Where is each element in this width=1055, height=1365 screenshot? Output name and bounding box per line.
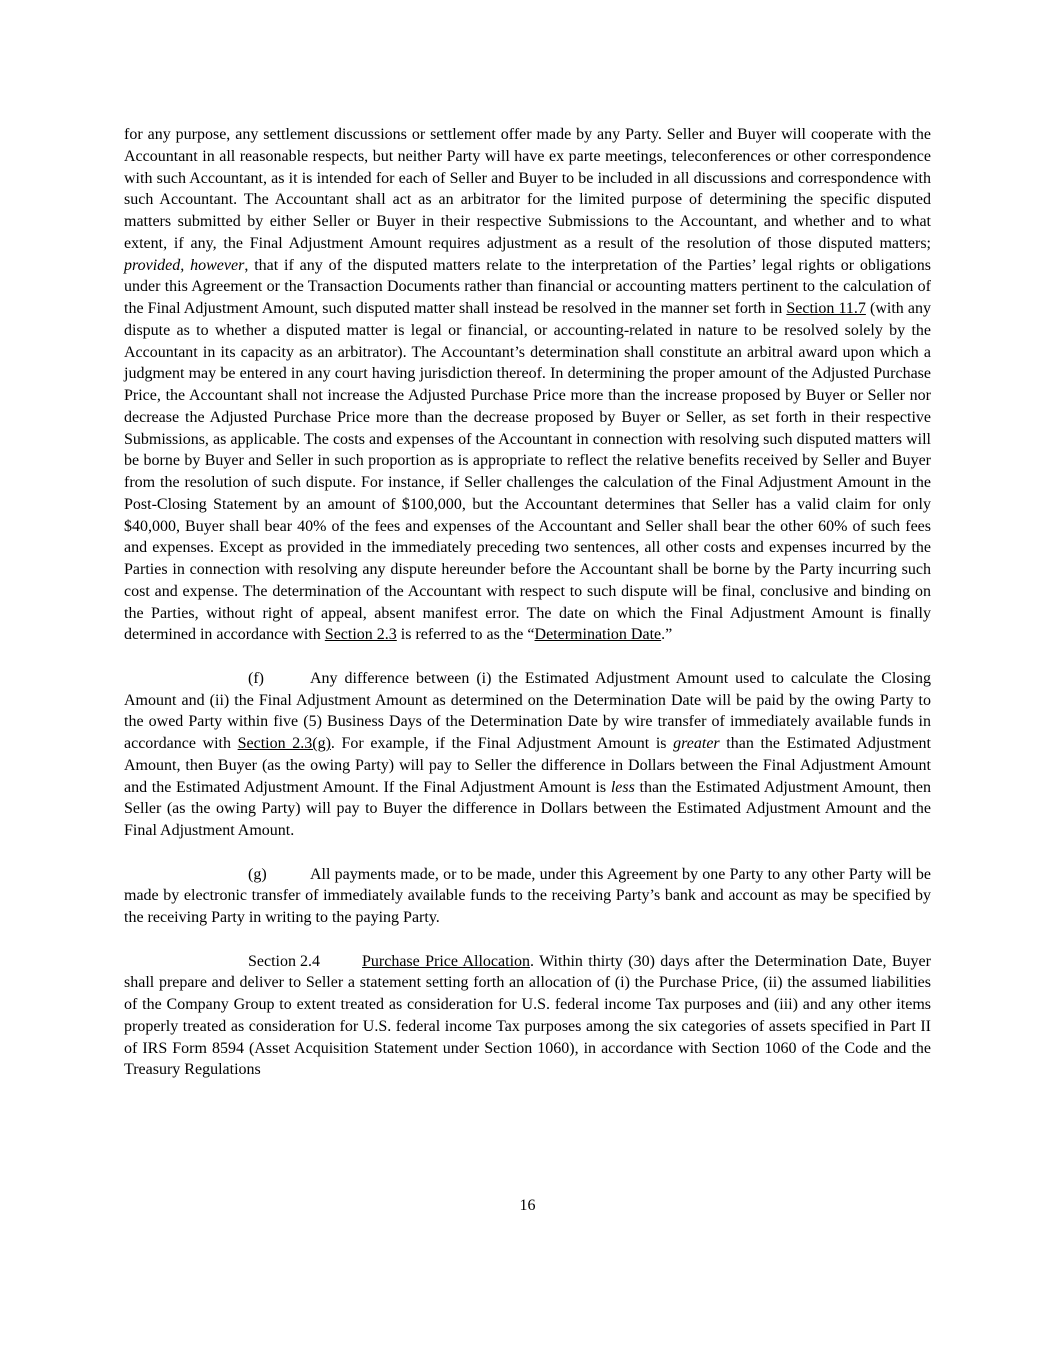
text-run: is referred to as the “: [396, 626, 535, 644]
text-run: , that if any of the disputed matters relate to the interpretation of the Parties’ legal rights or obligations under this Agreement or the Transaction Documents rather than financial or accounting matters pertinent to the calculation of the Final Adjustment Amount, such disputed matter shall instead be resolved in the manner set forth in: [124, 256, 932, 317]
text-run: than the Estimated Adjustment Amount, then Seller (as the owing Party) will pay to Buyer the difference in Dollars between the Estimated Adjustment Amount and the Final Adjustment Amount.: [124, 778, 931, 839]
paragraph-e-continuation: [124, 124, 931, 646]
italic-provided-however: provided, however: [124, 256, 245, 274]
text-run: All payments made, or to be made, under this Agreement by one Party to any other Party will be made by electronic transfer of immediately available funds to the receiving Party’s bank and account as may be specified by the receiving Party in writing to the paying Party.: [124, 865, 931, 926]
section-reference-11-7: Section 11.7: [786, 300, 866, 317]
text-run: (with any dispute as to whether a disputed matter is legal or financial, or accounting-related in nature to be resolved solely by the Accountant in its capacity as an arbitrator). The Accountant’s determination shall constitute an arbitral award upon which a judgment may be entered in any court having jurisdiction thereof. In determining the proper amount of the Adjusted Purchase Price, the Accountant shall not increase the Adjusted Purchase Price more than the increase proposed by Buyer or Seller nor decrease the Adjusted Purchase Price more than the decrease proposed by Buyer or Seller, as set forth in their respective Submissions, as applicable. The costs and expenses of the Accountant in connection with resolving such disputed matters will be borne by Buyer and Seller in such proportion as is appropriate to reflect the relative benefits received by Seller and Buyer from the resolution of such dispute. For instance, if Seller challenges the calculation of the Final Adjustment Amount in the Post-Closing Statement by an amount of $100,000, but the Accountant determines that Seller has a valid claim for only $40,000, Buyer shall bear 40% of the fees and expenses of the Accountant and Seller shall bear the other 60% of such fees and expenses. Except as provided in the immediately preceding two sentences, all other costs and expenses incurred by the Parties in connection with resolving any dispute hereunder before the Accountant shall be borne by the Party incurring such cost and expense. The determination of the Accountant with respect to such dispute will be final, conclusive and binding on the Parties, without right of appeal, absent manifest error. The date on which the Final Adjustment Amount is finally determined in accordance with: [124, 300, 932, 644]
text-run: for any purpose, any settlement discussions or settlement offer made by any Party. Seller and Buyer will cooperate with the Accountant in all reasonable respects, but neither Party will have ex parte meetings, teleconferences or other correspondence with such Accountant, as it is intended for each of Seller and Buyer to be included in all discussions and correspondence with such Accountant. The Accountant shall act as an arbitrator for the limited purpose of determining the specific disputed matters submitted by either Seller or Buyer in their respective Submissions to the Accountant, and whether and to what extent, if any, the Final Adjustment Amount requires adjustment as a result of the resolution of those disputed matters;: [124, 126, 931, 252]
paragraph-f: [124, 668, 931, 842]
text-run: .”: [661, 626, 673, 644]
section-number: Section 2.4: [248, 952, 320, 970]
text-run: than the Estimated Adjustment Amount, then Buyer (as the owing Party) will pay to Seller the difference in Dollars between the Final Adjustment Amount and the Estimated Adjustment Amount. If the Final Adjustment Amount is: [124, 735, 931, 796]
text-run: . Within thirty (30) days after the Determination Date, Buyer shall prepare and deliver to Seller a statement setting forth an allocation of (i) the Purchase Price, (ii) the assumed liabilities of the Company Group to extent treated as consideration for U.S. federal income Tax purposes and (iii) and any other items properly treated as consideration for U.S. federal income Tax purposes among the six categories of assets specified in Part II of IRS Form 8594 (Asset Acquisition Statement under Section 1060), in accordance with Section 1060 of the Code and the Treasury Regulations: [124, 952, 931, 1079]
section-reference-2-3: Section 2.3: [324, 626, 397, 644]
text-run: Any difference between (i) the Estimated Adjustment Amount used to calculate the Closing Amount and (ii) the Final Adjustment Amount as determined on the Determination Date will be paid by the owing Party to the owed Party within five (5) Business Days of the Determination Date by wire transfer of immediately available funds in accordance with: [124, 669, 931, 752]
defined-term-determination-date: Determination Date: [534, 626, 662, 644]
section-2-4: [124, 951, 931, 1082]
italic-less: less: [610, 778, 635, 796]
page-number: 16: [519, 1197, 536, 1214]
paragraph-marker-g: (g): [248, 865, 267, 883]
section-reference-2-3-g: Section 2.3(g): [237, 735, 331, 752]
paragraph-g: [124, 864, 931, 929]
document-page: [124, 124, 931, 1081]
italic-greater: greater: [673, 735, 720, 752]
text-run: . For example, if the Final Adjustment Amount is: [330, 735, 674, 752]
section-heading: Purchase Price Allocation: [362, 952, 531, 970]
paragraph-marker-f: (f): [248, 669, 264, 687]
